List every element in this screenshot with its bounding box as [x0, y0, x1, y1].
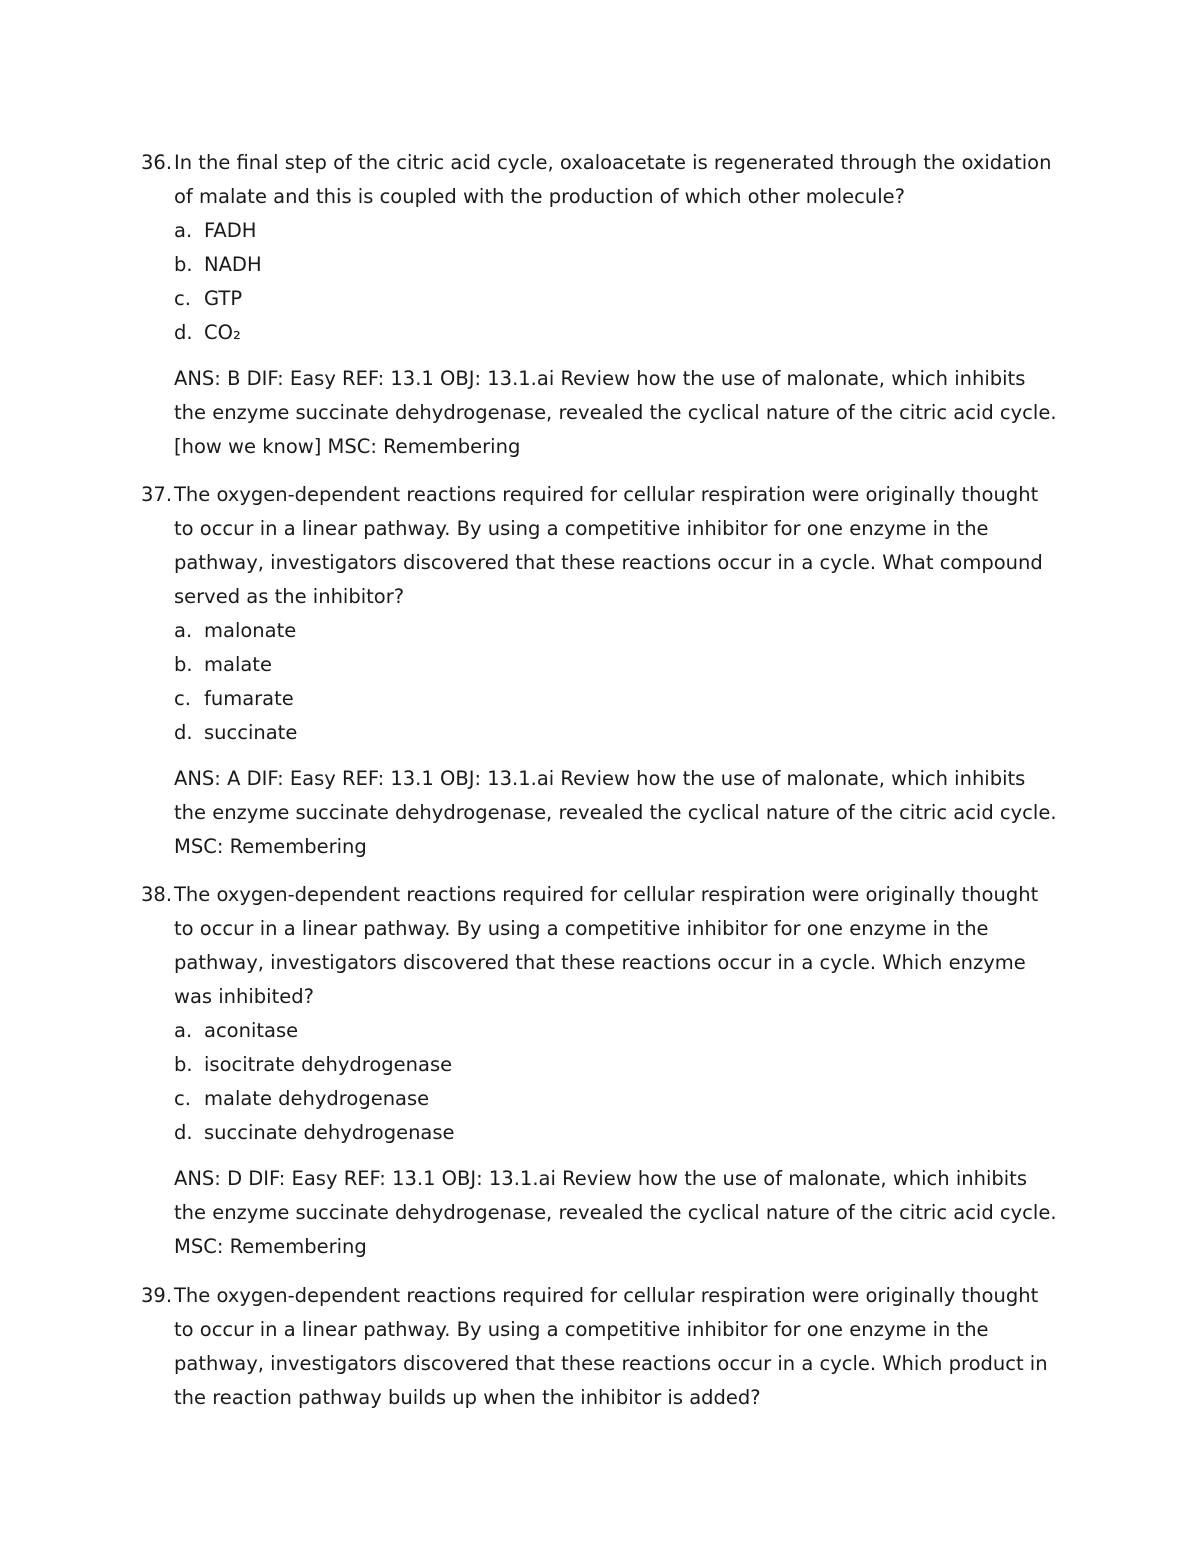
option-text: FADH [204, 219, 257, 242]
option-letter: d. [174, 321, 193, 344]
option-text: GTP [204, 287, 243, 310]
option-a [174, 214, 1061, 248]
question-text: In the final step of the citric acid cycle, oxaloacetate is regenerated through the oxidation of malate and this is coupled with the production of which other molecule? [174, 151, 1052, 208]
question-number: 37. [141, 483, 173, 506]
question-stem [141, 478, 1061, 614]
option-letter: a. [174, 219, 193, 242]
question-36 [141, 146, 1061, 464]
option-b [174, 648, 1061, 682]
question-stem [141, 146, 1061, 214]
option-letter: d. [174, 1121, 193, 1144]
option-d [174, 1116, 1061, 1150]
answer-key: ANS: D DIF: Easy REF: 13.1 OBJ: 13.1.ai Review how the use of malonate, which inhibits the enzyme succinate dehydrogenase, revealed the cyclical nature of the citric acid cycle. MSC: Remembering [174, 1167, 1057, 1258]
option-text: succinate dehydrogenase [204, 1121, 455, 1144]
option-letter: c. [174, 287, 191, 310]
question-stem [141, 1279, 1061, 1415]
option-a [174, 1014, 1061, 1048]
option-text: CO₂ [204, 321, 241, 344]
question-number: 38. [141, 883, 173, 906]
question-number: 39. [141, 1284, 173, 1307]
option-b [174, 248, 1061, 282]
option-letter: d. [174, 721, 193, 744]
question-37 [141, 478, 1061, 864]
answer-options [141, 614, 1061, 750]
question-39 [141, 1279, 1061, 1415]
question-stem [141, 878, 1061, 1014]
option-letter: b. [174, 653, 193, 676]
option-c [174, 1082, 1061, 1116]
answer-key: ANS: B DIF: Easy REF: 13.1 OBJ: 13.1.ai Review how the use of malonate, which inhibits the enzyme succinate dehydrogenase, revealed the cyclical nature of the citric acid cycle. [how we know] MSC: Remembering [174, 367, 1057, 458]
question-text: The oxygen-dependent reactions required for cellular respiration were originally thought to occur in a linear pathway. By using a competitive inhibitor for one enzyme in the pathway, investigators discovered that these reactions occur in a cycle. What compound served as the inhibitor? [174, 483, 1043, 608]
option-letter: a. [174, 619, 193, 642]
option-text: malate [204, 653, 272, 676]
question-text: The oxygen-dependent reactions required for cellular respiration were originally thought to occur in a linear pathway. By using a competitive inhibitor for one enzyme in the pathway, investigators discovered that these reactions occur in a cycle. Which enzyme was inhibited? [174, 883, 1039, 1008]
option-text: fumarate [204, 687, 294, 710]
option-text: succinate [204, 721, 298, 744]
answer-key: ANS: A DIF: Easy REF: 13.1 OBJ: 13.1.ai Review how the use of malonate, which inhibits the enzyme succinate dehydrogenase, revealed the cyclical nature of the citric acid cycle. MSC: Remembering [174, 767, 1057, 858]
answer-options [141, 1014, 1061, 1150]
option-a [174, 614, 1061, 648]
option-c [174, 682, 1061, 716]
option-d [174, 316, 1061, 350]
option-text: malonate [204, 619, 297, 642]
option-letter: b. [174, 1053, 193, 1076]
option-text: NADH [204, 253, 262, 276]
option-d [174, 716, 1061, 750]
question-text: The oxygen-dependent reactions required for cellular respiration were originally thought to occur in a linear pathway. By using a competitive inhibitor for one enzyme in the pathway, investigators discovered that these reactions occur in a cycle. Which product in the reaction pathway builds up when the inhibitor is added? [174, 1284, 1048, 1409]
option-text: malate dehydrogenase [204, 1087, 430, 1110]
question-number: 36. [141, 151, 173, 174]
option-letter: b. [174, 253, 193, 276]
option-c [174, 282, 1061, 316]
option-text: aconitase [204, 1019, 299, 1042]
option-text: isocitrate dehydrogenase [204, 1053, 453, 1076]
option-letter: c. [174, 687, 191, 710]
option-b [174, 1048, 1061, 1082]
option-letter: a. [174, 1019, 193, 1042]
option-letter: c. [174, 1087, 191, 1110]
answer-options [141, 214, 1061, 350]
question-38 [141, 878, 1061, 1264]
